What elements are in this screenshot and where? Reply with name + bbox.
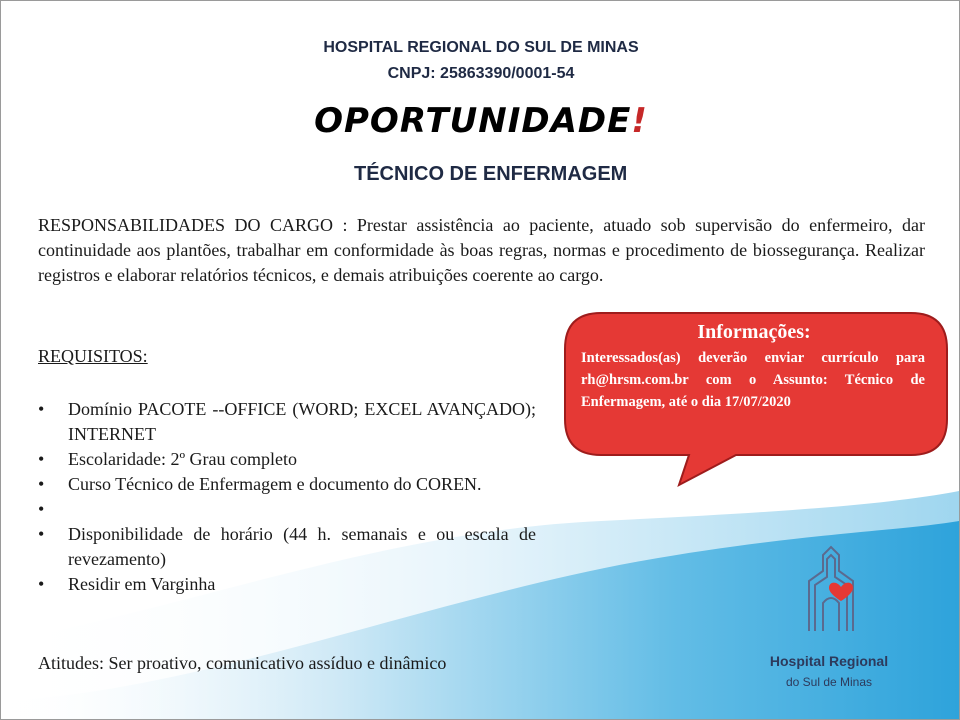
logo-name: Hospital Regional xyxy=(769,653,889,669)
cnpj-number: CNPJ: 25863390/0001-54 xyxy=(387,65,575,82)
headline xyxy=(1,101,960,141)
hospital-building-heart-icon xyxy=(801,541,861,641)
list-item: • Residir em Varginha xyxy=(38,572,536,597)
info-bubble-title: Informações: xyxy=(697,321,811,343)
info-bubble-text: Interessados(as) deverão enviar currículo para rh@hrsm.com.br com o Assunto: Técnico de Enfermagem, até o dia 17/07/2020 xyxy=(581,350,925,410)
list-item-empty xyxy=(38,497,536,522)
requirements-heading: REQUISITOS: xyxy=(38,346,148,366)
list-item: • Disponibilidade de horário (44 h. semanais e ou escala de revezamento) xyxy=(38,522,536,572)
requirements-list xyxy=(38,397,536,597)
headline-text: OPORTUNIDADE xyxy=(314,101,632,141)
list-item: • Escolaridade: 2º Grau completo xyxy=(38,447,536,472)
logo-subtitle: do Sul de Minas xyxy=(785,675,873,689)
responsibilities-paragraph: RESPONSABILIDADES DO CARGO : Prestar assistência ao paciente, atuado sob supervisão do enfermeiro, dar continuidade aos plantões, trabalhar em conformidade às boas regras, normas e procedimento de biossegurança. Realizar registros e elaborar relatórios técnicos, e demais atribuições coerente ao cargo. xyxy=(38,215,925,285)
hospital-name: HOSPITAL REGIONAL DO SUL DE MINAS xyxy=(323,39,639,56)
job-title: TÉCNICO DE ENFERMAGEM xyxy=(354,163,628,185)
attitudes-text: Atitudes: Ser proativo, comunicativo assíduo e dinâmico xyxy=(38,653,447,673)
list-item: • Domínio PACOTE --OFFICE (WORD; EXCEL AVANÇADO); INTERNET xyxy=(38,397,536,447)
headline-exclamation: ! xyxy=(631,101,648,141)
list-item: • Curso Técnico de Enfermagem e documento do COREN. xyxy=(38,472,536,497)
